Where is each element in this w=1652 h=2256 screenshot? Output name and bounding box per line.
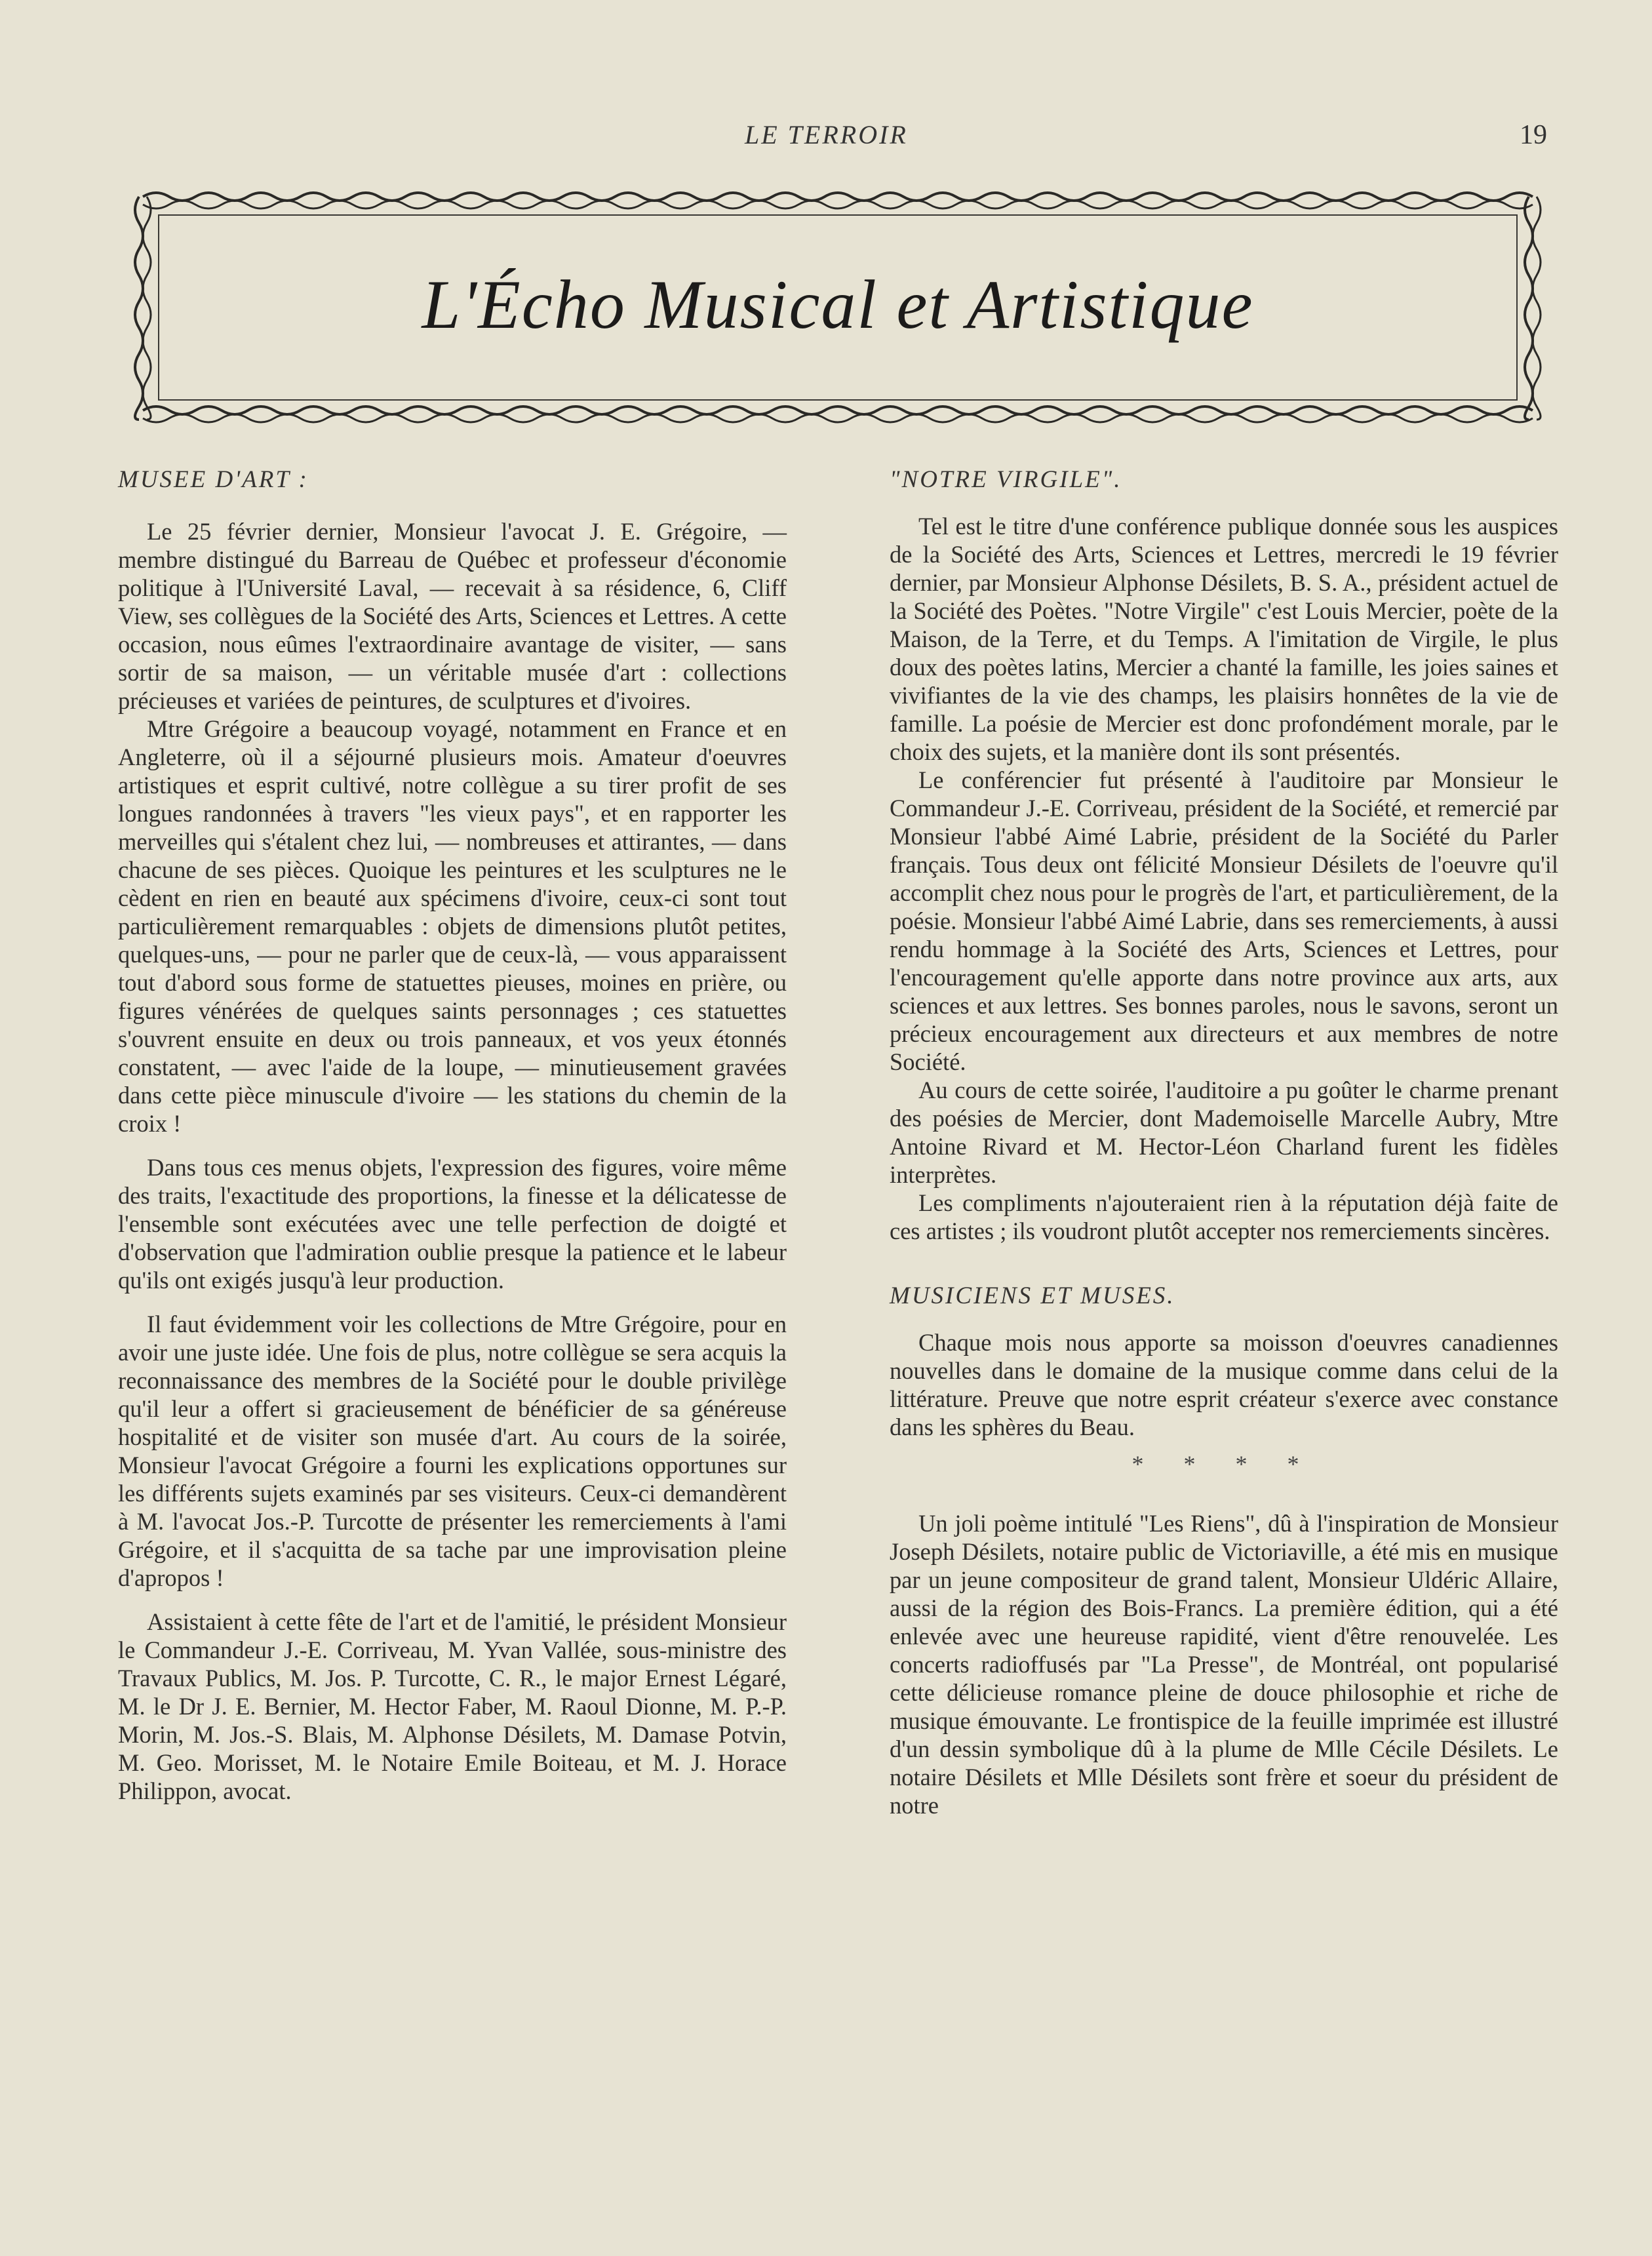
article-paragraph: Tel est le titre d'une conférence publique donnée sous les auspices de la Société des Arts, Sciences et Lettres, mercredi le 19 février dernier, par Monsieur Alphonse Désilets, B. S. A., président actuel de la Société des Poètes. "Notre Virgile" c'est Louis Mercier, poète de la Maison, de la Terre, et du Temps. A l'imitation de Virgile, le plus doux des poètes latins, Mercier a chanté la famille, les joies saines et vivifiantes de la vie des champs, les plaisirs honnêtes de la vie de famille. La poésie de Mercier est donc profondément morale, par le choix des sujets, et la manière dont ils sont présentés.: [890, 513, 1558, 765]
article-paragraph: Dans tous ces menus objets, l'expression des figures, voire même des traits, l'exactitude des proportions, la finesse et la délicatesse de l'ensemble sont exécutées avec une telle perfection de doigté et d'observation que l'admiration oublie presque la patience et le labeur qu'ils ont exigés jusqu'à leur production.: [118, 1154, 787, 1294]
article-paragraph: Assistaient à cette fête de l'art et de l'amitié, le président Monsieur le Commandeur J.-E. Corriveau, M. Yvan Vallée, sous-ministre des Travaux Publics, M. Jos. P. Turcotte, C. R., le major Ernest Légaré, M. le Dr J. E. Bernier, M. Hector Faber, M. Raoul Dionne, M. P.-P. Morin, M. Jos.-S. Blais, M. Alphonse Désilets, M. Damase Potvin, M. Geo. Morisset, M. le Notaire Emile Boiteau, et M. J. Horace Philippon, avocat.: [118, 1608, 787, 1804]
article-paragraph: Chaque mois nous apporte sa moisson d'oeuvres canadiennes nouvelles dans le domaine de la musique comme dans celui de la littérature. Preuve que notre esprit créateur s'exerce avec constance dans les sphères du Beau.: [890, 1329, 1558, 1440]
article-paragraph: Les compliments n'ajouteraient rien à la réputation déjà faite de ces artistes ; ils voudront plutôt accepter nos remerciements sincères.: [890, 1189, 1558, 1244]
running-head: LE TERROIR: [745, 120, 908, 149]
article-paragraph: Au cours de cette soirée, l'auditoire a pu goûter le charme prenant des poésies de Mercier, dont Mademoiselle Marcelle Aubry, Mtre Antoine Rivard et M. Hector-Léon Charland furent les fidèles interprètes.: [890, 1077, 1558, 1188]
left-column: [118, 465, 787, 1805]
article-paragraph: Un joli poème intitulé "Les Riens", dû à l'inspiration de Monsieur Joseph Désilets, notaire public de Victoriaville, a été mis en musique par un jeune compositeur de grand talent, Monsieur Uldéric Allaire, aussi de la région des Bois-Francs. La première édition, qui a été enlevée avec une heureuse rapidité, vient d'être renouvelée. Les concerts radioffusés par "La Presse", de Montréal, ont popularisé cette délicieuse romance pleine de douce philosophie et riche de musique émouvante. Le frontispice de la feuille imprimée est illustré d'un dessin symbolique dû à la plume de Mlle Cécile Désilets. Le notaire Désilets et Mlle Désilets sont frère et soeur du président de notre: [890, 1510, 1558, 1819]
article-paragraph: Mtre Grégoire a beaucoup voyagé, notamment en France et en Angleterre, où il a séjourné plusieurs mois. Amateur d'oeuvres artistiques et esprit cultivé, notre collègue a su tirer profit de ses longues randonnées à travers "les vieux pays", et en rapporter les merveilles qui s'étalent chez lui, — nombreuses et attirantes, — dans chacune de ses pièces. Quoique les peintures et les sculptures ne le cèdent en rien en beauté aux spécimens d'ivoire, ceux-ci sont tout particulièrement remarquables : objets de dimensions plutôt petites, quelques-uns, — pour ne parler que de ceux-là, — vous apparaissent tout d'abord sous forme de statuettes pieuses, moines en prière, ou figures vénérées de quelques saints personnages ; ces statuettes s'ouvrent ensuite en deux ou trois panneaux, et vos yeux étonnés constatent, — avec l'aide de la loupe, — minutieusement gravées dans cette pièce minuscule d'ivoire — les stations du chemin de la croix !: [118, 715, 787, 1137]
page-number: 19: [1520, 120, 1547, 150]
ornamental-banner: [130, 184, 1546, 431]
notre-virgile-heading: "NOTRE VIRGILE".: [890, 466, 1122, 493]
musee-art-heading: MUSEE D'ART :: [118, 466, 309, 493]
article-paragraph: Le conférencier fut présenté à l'auditoire par Monsieur le Commandeur J.-E. Corriveau, président de la Société, et remercié par Monsieur l'abbé Aimé Labrie, président de la Société du Parler français. Tous deux ont félicité Monsieur Désilets de l'oeuvre qu'il accomplit chez nous pour le progrès de l'art, et particulièrement, de la poésie. Monsieur l'abbé Aimé Labrie, dans ses remerciements, à aussi rendu hommage à la Société des Arts, Sciences et Lettres, pour l'encouragement qu'elle apporte dans notre province aux arts, aux sciences et aux lettres. Ses bonnes paroles, nous le savons, seront un précieux encouragement aux directeurs et aux membres de notre Société.: [890, 766, 1558, 1075]
right-column: [890, 465, 1558, 1819]
article-paragraph: Le 25 février dernier, Monsieur l'avocat J. E. Grégoire, — membre distingué du Barreau de Québec et professeur d'économie politique à l'Université Laval, — recevait à sa résidence, 6, Cliff View, ses collègues de la Société des Arts, Sciences et Lettres. A cette occasion, nous eûmes l'extraordinaire avantage de visiter, — sans sortir de sa maison, — un véritable musée d'art : collections précieuses et variées de peintures, de sculptures et d'ivoires.: [118, 518, 787, 714]
article-paragraph: Il faut évidemment voir les collections de Mtre Grégoire, pour en avoir une juste idée. Une fois de plus, notre collègue se sera acquis la reconnaissance des membres de la Société pour le double privilège qu'il leur a offert si gracieusement de bénéficier de sa généreuse hospitalité et de visiter son musée d'art. Au cours de la soirée, Monsieur l'avocat Grégoire a fourni les explications opportunes sur les différents sujets examinés par ses visiteurs. Ceux-ci demandèrent à M. l'avocat Jos.-P. Turcotte de présenter les remerciements à l'ami Grégoire, et il s'acquitta de sa tache par une improvisation pleine d'apropos !: [118, 1311, 787, 1591]
musiciens-muses-heading: MUSICIENS ET MUSES.: [890, 1282, 1175, 1309]
section-separator: * * * *: [1131, 1451, 1316, 1477]
section-title: L'Écho Musical et Artistique: [422, 266, 1254, 343]
